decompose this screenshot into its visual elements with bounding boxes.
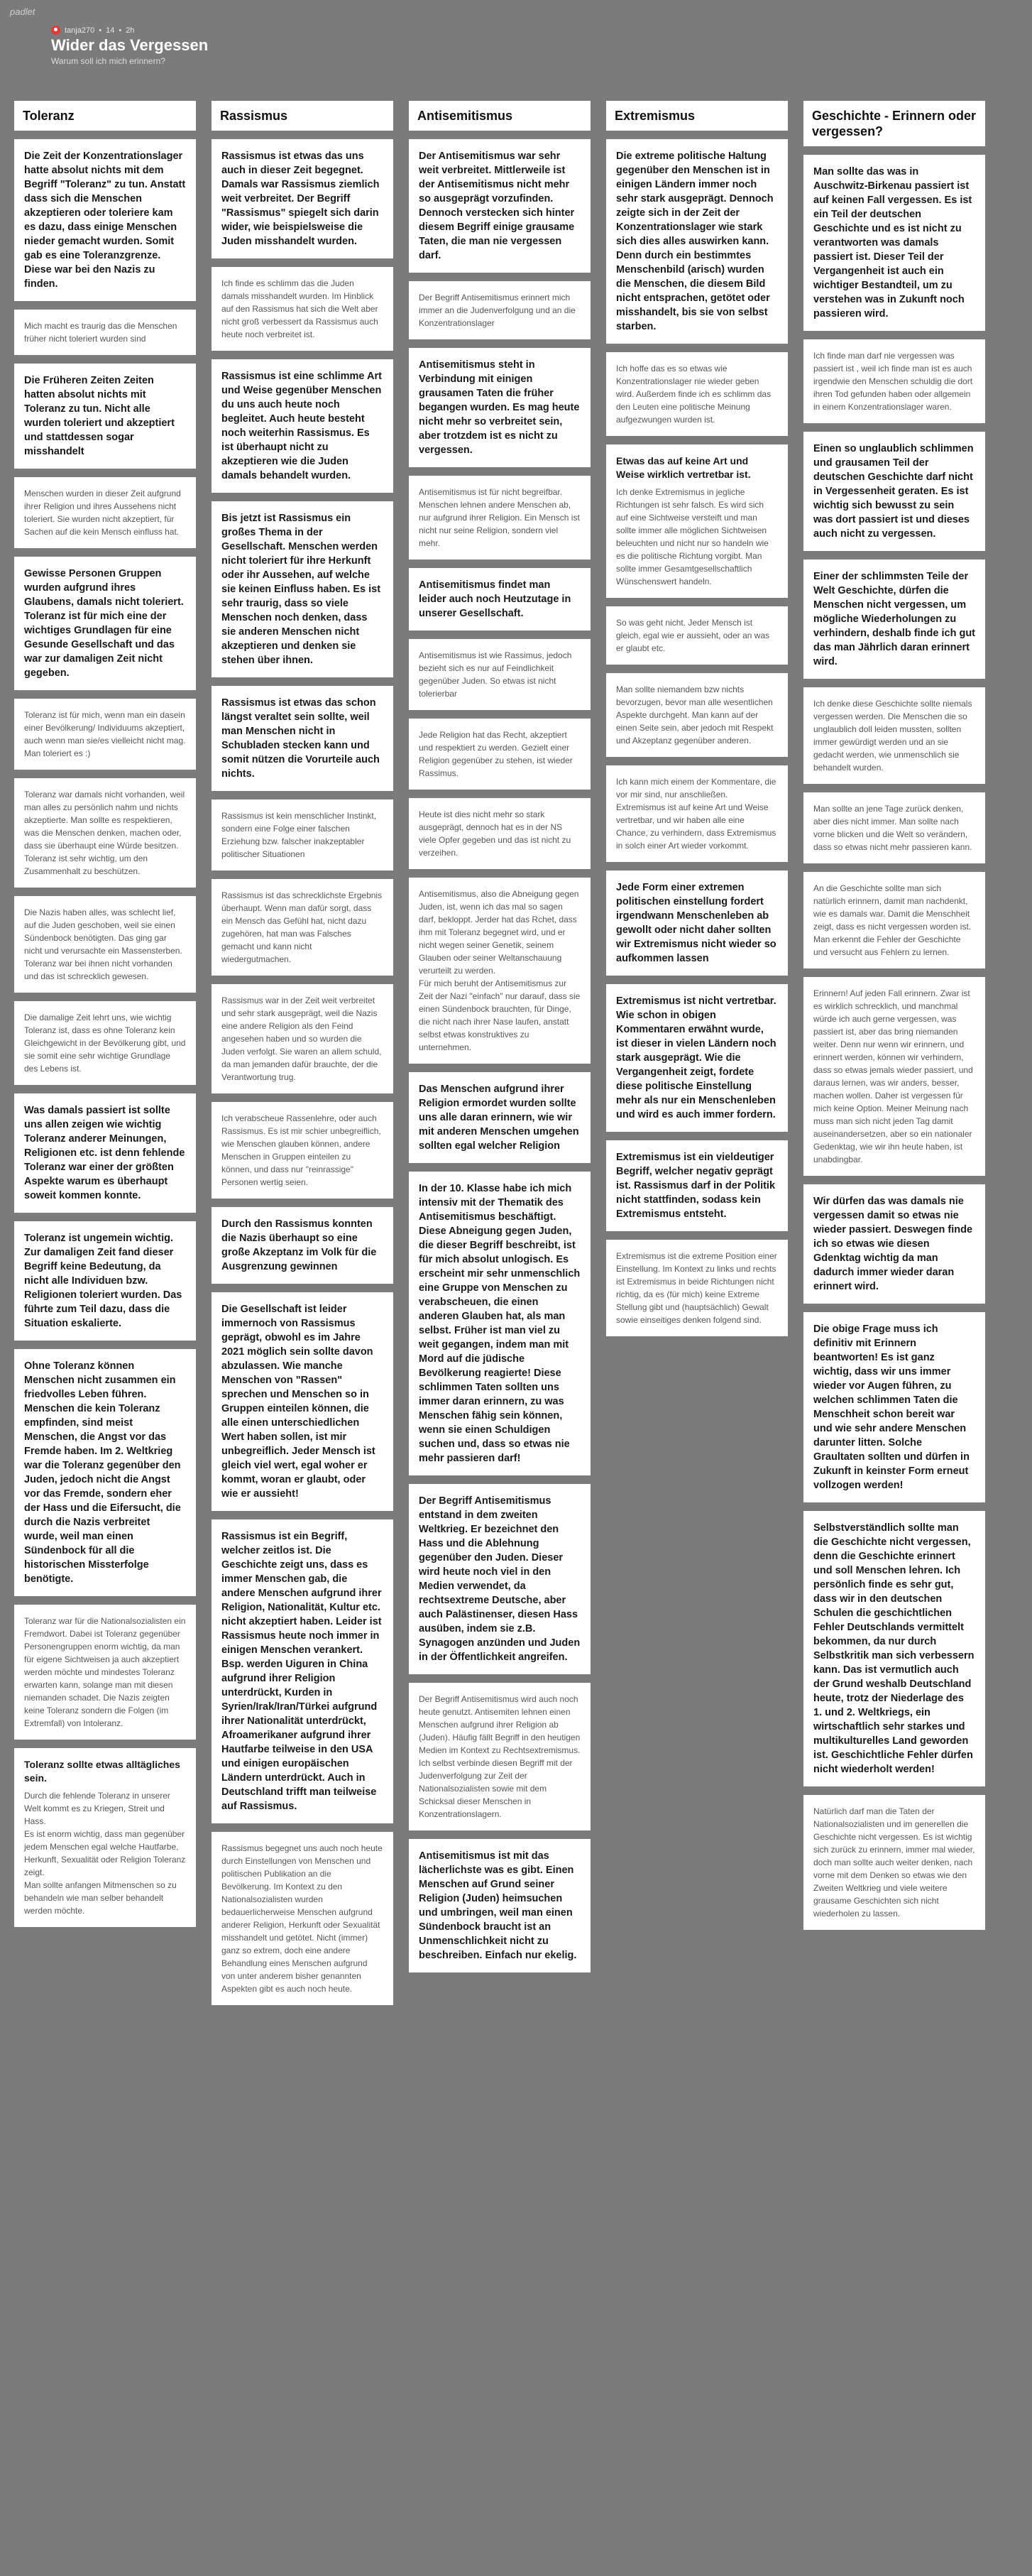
post-body: Die Zeit der Konzentrationslager hatte absolut nichts mit dem Begriff "Toleranz" zu tun. Anstatt dass sich die Menschen akzeptieren oder toleriere kam es dazu, dass einige Menschen nieder gemacht wurden. Somit gab es eine Toleranzgrenze. Diese war bei den Nazis zu finden. bbox=[24, 151, 186, 290]
post-card[interactable] bbox=[212, 501, 393, 677]
post-card[interactable] bbox=[606, 1240, 788, 1336]
post-card[interactable] bbox=[803, 977, 985, 1176]
post-card[interactable] bbox=[14, 699, 196, 770]
post-card[interactable] bbox=[606, 352, 788, 436]
post-body: Einen so unglaublich schlimmen und grausamen Teil der deutschen Geschichte darf nicht in Vergessenheit geraten. Es ist wichtig sich bewusst zu sein was dort passiert ist und dieses auch nicht zu vergessen. bbox=[813, 443, 974, 540]
post-card[interactable] bbox=[212, 1102, 393, 1199]
post-body: Rassismus begegnet uns auch noch heute durch Einstellungen von Menschen und politischen Publikation an die Bevölkerung. Im Kontext zu den Nationalsozialisten wurden bedauerlicherweise Menschen aufgrund anderer Religion, Herkunft oder Sexualität misshandelt und getötet. Nicht (immer) ganz so extrem, doch eine andere Behandlung eines Menschen aufgrund von unter anderem bisher genannten Aspekten gibt es auch noch heute. bbox=[221, 1843, 383, 1994]
post-body: Die extreme politische Haltung gegenüber den Menschen ist in einigen Ländern immer noch sehr stark ausgeprägt. Dennoch zeigte sich in der Zeit der Konzentrationslager wie stark sich dies alles auswirken kann. Denn durch ein bestimmtes Menschenbild (arisch) wurden die Menschen, die diesem Bild nicht entsprachen, getötet oder misshandelt, bis sie von selbst starben. bbox=[616, 151, 774, 332]
post-card[interactable] bbox=[409, 1172, 591, 1475]
post-body: Ich verabscheue Rassenlehre, oder auch Rassismus. Es ist mir schier unbegreiflich, wie Menschen glauben können, andere Menschen in Gruppen einteilen zu können, und dass nur "reinrassige" Personen wertig seien. bbox=[221, 1113, 381, 1187]
post-card[interactable] bbox=[14, 896, 196, 993]
post-heading: Etwas das auf keine Art und Weise wirklich vertretbar ist. bbox=[616, 455, 751, 480]
column bbox=[14, 101, 196, 1936]
post-body: Man sollte niemandem bzw nichts bevorzugen, bevor man alle wesentlichen Aspekte durchgeht. Man kann auf der einen Seite sein, aber jedoch mit Respekt und Akzeptanz gegenüber anderen. bbox=[616, 684, 774, 746]
post-card[interactable] bbox=[803, 1312, 985, 1502]
post-body: Die Früheren Zeiten Zeiten hatten absolut nichts mit Toleranz zu tun. Nicht alle wurden toleriert und akzeptiert und stattdessen sogar misshandelt bbox=[24, 375, 175, 457]
post-body: Ich denke diese Geschichte sollte niemals vergessen werden. Die Menschen die so unglaublich doll leiden mussten, sollten immer gewürdigt werden und an sie gedacht werden, wie unmenschlich sie behandelt wurden. bbox=[813, 699, 972, 773]
post-body: Erinnern! Auf jeden Fall erinnern. Zwar ist es wirklich schrecklich, und manchmal würde ich auch gerne vergessen, was passiert ist, aber das bring niemanden weiter. Denn nur wenn wir erinnern, und erinnert werden, können wir verhindern, dass so etwas jemals wieder passiert, und daraus lernen, was wir anders, besser, machen wollen. Daher ist vergessen für mich keine Option. Meiner Meinung nach muss man sich nicht jeden Tag damit auseinandersetzen, aber so ein nationaler Gedenktag, wie wir ihn heute haben, ist unabdingbar. bbox=[813, 988, 973, 1164]
post-body: Rassismus ist eine schlimme Art und Weise gegenüber Menschen du uns auch heute noch begleitet. Auch heute besteht noch weiterhin Rassismus. Es ist überhaupt nicht zu akzeptieren wie die Juden damals behandelt wurden. bbox=[221, 371, 382, 481]
post-card[interactable] bbox=[606, 984, 788, 1132]
post-body: Der Begriff Antisemitismus entstand in dem zweiten Weltkrieg. Er bezeichnet den Hass und die Ablehnung gegenüber den Juden. Dieser wird heute noch viel in den Medien verwendet, da rechtsextreme Deutsche, aber auch Palästinenser, diesen Hass ausüben, indem sie z.B. Synagogen anzünden und Juden in der Öffentlichkeit angreifen. bbox=[419, 1495, 581, 1663]
post-card[interactable] bbox=[212, 1832, 393, 2005]
board-age: 2h bbox=[126, 26, 135, 35]
post-card[interactable] bbox=[212, 139, 393, 258]
post-card[interactable] bbox=[212, 686, 393, 791]
post-body: So was geht nicht. Jeder Mensch ist gleich, egal wie er aussieht, oder an was er glaubt etc. bbox=[616, 618, 770, 653]
post-card[interactable] bbox=[606, 606, 788, 665]
post-body: Wir dürfen das was damals nie vergessen damit so etwas nie wieder passiert. Deswegen finde ich so etwas wie diesen Gdenktag wichtig da man dadurch immer wieder daran erinnert wird. bbox=[813, 1196, 973, 1292]
post-body: Der Begriff Antisemitismus wird auch noch heute genutzt. Antisemiten lehnen einen Menschen aufgrund ihrer Religion ab (Juden). Häufig fällt Begriff in den heutigen Medien im Kontext zu Rechtsextremismus. Ich selbst verbinde diesen Begriff mit der Judenverfolgung zur Zeit der Nationalsozialisten sowie mit dem Schicksal dieser Menschen in Konzentrationslagern. bbox=[419, 1694, 581, 1819]
column-title[interactable]: Antisemitismus bbox=[409, 101, 591, 131]
post-card[interactable] bbox=[803, 1795, 985, 1930]
avatar[interactable] bbox=[51, 26, 60, 35]
post-card[interactable] bbox=[212, 984, 393, 1093]
page-subtitle: Warum soll ich mich erinnern? bbox=[51, 56, 165, 66]
post-body: Durch den Rassismus konnten die Nazis überhaupt so eine große Akzeptanz im Volk für die Ausgrenzung gewinnen bbox=[221, 1218, 377, 1272]
post-card[interactable] bbox=[14, 364, 196, 469]
post-body: Antisemitismus ist mit das lächerlichste was es gibt. Einen Menschen auf Grund seiner Religion (Juden) heimsuchen und umbringen, weil man einen Sündenbock braucht ist an Unmenschlichkeit nicht zu beschreiben. Einfach nur ekelig. bbox=[419, 1850, 577, 1961]
post-body: Menschen wurden in dieser Zeit aufgrund ihrer Religion und ihres Aussehens nicht toleriert. Sie wurden nicht akzeptiert, für Sachen auf die kein Mensch einfluss hat. bbox=[24, 489, 181, 537]
post-body: Rassismus ist ein Begriff, welcher zeitlos ist. Die Geschichte zeigt uns, dass es immer Menschen gab, die andere Menschen aufgrund ihrer Religion, Nationalität, Kultur etc. nicht akzeptiert haben. Leider ist Rassismus heute noch immer in einigen Menschen verankert. Bsp. werden Uiguren in China aufgrund ihrer Religion unterdrückt, Kurden in Syrien/Irak/Iran/Türkei aufgrund ihrer Nationalität unterdrückt, Afroamerikaner aufgrund ihrer Hautfarbe teilweise in den USA und einigen europäischen Ländern unterdrückt. Auch in Deutschland trifft man teilweise auf Rassismus. bbox=[221, 1531, 382, 1812]
post-card[interactable] bbox=[14, 139, 196, 301]
post-body: Toleranz war damals nicht vorhanden, weil man alles zu persönlich nahm und nichts akzeptierte. Man sollte es respektieren, was die Menschen denken, machen oder, dass sie überhaupt eine Würde besitzen. Toleranz ist sehr wichtig, um den Zusammenhalt zu beschützen. bbox=[24, 790, 185, 876]
post-body: Extremismus ist nicht vertretbar. Wie schon in obigen Kommentaren erwähnt wurde, ist dieser in vielen Ländern noch stark ausgeprägt. Wie die Vergangenheit zeigt, fordete diese politische Einstellung mehr als nur ein Menschenleben und wird es auch immer fordern. bbox=[616, 995, 776, 1120]
post-body: Ich hoffe das es so etwas wie Konzentrationslager nie wieder geben wird. Außerdem finde ich es schlimm das den Leuten eine politische Meinung aufgezwungen wurden ist. bbox=[616, 364, 772, 425]
post-body: An die Geschichte sollte man sich natürlich erinnern, damit man nachdenkt, wie es damals war. Damit die Menschheit zeigt, dass es nicht vergessen worden ist. Man erkennt die Fehler der Geschichte und versucht aus Fehlern zu lernen. bbox=[813, 883, 972, 957]
post-body: Rassismus ist kein menschlicher Instinkt, sondern eine Folge einer falschen Erziehung bzw. falscher inakzeptabler politischer Situationen bbox=[221, 811, 377, 859]
post-card[interactable] bbox=[14, 1349, 196, 1596]
post-body: Was damals passiert ist sollte uns allen zeigen wie wichtig Toleranz anderer Meinungen, Religionen etc. ist denn fehlende Toleranz war einer der größten Aspekte warum es überhaupt soweit kommen konnte. bbox=[24, 1105, 185, 1201]
post-heading: Toleranz sollte etwas alltägliches sein. bbox=[24, 1759, 180, 1784]
post-body: Selbstverständlich sollte man die Geschichte nicht vergessen, denn die Geschichte erinnert und soll Menschen lehren. Ich persönlich finde es sehr gut, dass wir in den deutschen Schulen die geschichtlichen Fehler Deutschlands vermittelt bekommen, da nur durch Selbstkritik man sich verbessern kann. Das ist vermutlich auch der Grund weshalb Deutschland heute, trotz der Niederlage des 1. und 2. Weltkriegs, ein wirtschaftlich sehr starkes und multikulturelles Land geworden ist. Geschichtliche Fehler dürfen nicht wiederholt werden! bbox=[813, 1522, 975, 1775]
post-card[interactable] bbox=[606, 1140, 788, 1231]
post-card[interactable] bbox=[409, 878, 591, 1064]
post-body: Einer der schlimmsten Teile der Welt Geschichte, dürfen die Menschen nicht vergessen, um mögliche Wiederholungen zu verhindern, deshalb finde ich gut das man Jährlich daran erinnert wird. bbox=[813, 571, 975, 667]
post-card[interactable] bbox=[409, 1484, 591, 1674]
post-card[interactable] bbox=[606, 444, 788, 598]
post-card[interactable] bbox=[606, 871, 788, 976]
post-body: Der Begriff Antisemitismus erinnert mich immer an die Judenverfolgung und an die Konzentrationslager bbox=[419, 293, 576, 328]
post-body: Das Menschen aufgrund ihrer Religion ermordet wurden sollte uns alle daran erinnern, wie wir mit anderen Menschen umgehen sollten egal welcher Religion bbox=[419, 1084, 579, 1152]
post-body: Extremismus ist ein vieldeutiger Begriff, welcher negativ geprägt ist. Rassismus darf in der Politik nicht stattfinden, sodass kein Extremismus entsteht. bbox=[616, 1152, 776, 1220]
post-body: Ich kann mich einem der Kommentare, die vor mir sind, nur anschließen. Extremismus ist auf keine Art und Weise vertretbar, und wir haben alle eine Chance, zu verhindern, dass Extremismus in solch einer Art wieder vorkommt. bbox=[616, 777, 776, 851]
post-card[interactable] bbox=[409, 476, 591, 560]
post-body: In der 10. Klasse habe ich mich intensiv mit der Thematik des Antisemitismus beschäftigt. Diese Abneigung gegen Juden, die dieser Begriff beschreibt, ist für mich absolut unlogisch. Es erscheint mir sehr unmenschlich eine Gruppe von Menschen zu verabscheuen, die einen anderen Glauben hat, als man selbst. Früher ist man viel zu weit gegangen, indem man mit Mord auf die jüdische Bevölkerung reagierte! Diese schlimmen Taten sollten uns immer daran erinnern, zu was Menschen fähig sein können, wenn sie einen Schuldigen suchen und, dass so etwas nie mehr passieren darf! bbox=[419, 1183, 581, 1464]
post-card[interactable] bbox=[212, 1292, 393, 1511]
post-card[interactable] bbox=[803, 1184, 985, 1304]
post-card[interactable] bbox=[409, 639, 591, 710]
post-body: Ich denke Extremismus in jegliche Richtungen ist sehr falsch. Es wird sich auf eine Sichtweise versteift und man sollte immer alle möglichen Sichtweisen beleuchten und nicht nur so handeln wie es die politische Richtung vorgibt. Man sollte immer Gesamtgesellschaftlich Wünschenswert handeln. bbox=[616, 487, 769, 586]
post-card[interactable] bbox=[212, 1207, 393, 1284]
column bbox=[606, 101, 788, 1345]
post-card[interactable] bbox=[409, 798, 591, 869]
post-card[interactable] bbox=[803, 155, 985, 331]
post-card[interactable] bbox=[212, 267, 393, 351]
post-card[interactable] bbox=[212, 799, 393, 871]
author-name[interactable]: tanja270 bbox=[65, 26, 95, 35]
post-card[interactable] bbox=[14, 1093, 196, 1213]
column bbox=[212, 101, 393, 2014]
post-card[interactable] bbox=[409, 1683, 591, 1830]
post-body: Durch die fehlende Toleranz in unserer Welt kommt es zu Kriegen, Streit und Hass. Es ist enorm wichtig, dass man gegenüber jedem Menschen egal welche Hautfarbe, Herkunft, Sexualität oder Religion Toleranz zeigt. Man sollte anfangen Mitmenschen so zu behandeln wie man selber behandelt werden möchte. bbox=[24, 1791, 186, 1916]
post-body: Antisemitismus, also die Abneigung gegen Juden, ist, wenn ich das mal so sagen darf, bekloppt. Jerder hat das Rchet, dass ihm mit Toleranz begegnet wird, und er nicht wegen seiner Genetik, seinem Glauben oder seiner Weltanschauung verurteilt zu werden. Für mich beruht der Antisemitismus zur Zeit der Nazi "einfach" nur darauf, dass sie einen Sündenbock brauchten, für Dinge, die nicht nach ihrer Nase laufen, anstatt selbst etwas konstruktives zu unternehmen. bbox=[419, 889, 581, 1052]
post-body: Antisemitismus ist wie Rassimus, jedoch bezieht sich es nur auf Feindlichkeit gegenüber Juden. So etwas ist nicht tolerierbar bbox=[419, 650, 572, 699]
post-card[interactable] bbox=[14, 1748, 196, 1927]
post-card[interactable] bbox=[409, 719, 591, 790]
post-body: Der Antisemitismus war sehr weit verbreitet. Mittlerweile ist der Antisemitismus nicht mehr so ausgeprägt vorzufinden. Dennoch verstecken sich hinter diesem Begriff einige grausame Taten, die man nie vergessen darf. bbox=[419, 151, 575, 261]
post-card[interactable] bbox=[14, 477, 196, 548]
meta-separator: • bbox=[99, 26, 102, 35]
meta-separator: • bbox=[119, 26, 122, 35]
post-body: Ich finde man darf nie vergessen was passiert ist , weil ich finde man ist es auch irgendwie den Menschen schuldig die dort ihren Tod gefunden haben oder allgemein in einem Konzentrationslager waren. bbox=[813, 351, 973, 412]
post-card[interactable] bbox=[14, 1001, 196, 1085]
post-card[interactable] bbox=[803, 792, 985, 863]
post-card[interactable] bbox=[409, 1072, 591, 1163]
column-title[interactable]: Rassismus bbox=[212, 101, 393, 131]
post-card[interactable] bbox=[606, 139, 788, 344]
post-card[interactable] bbox=[14, 310, 196, 355]
post-card[interactable] bbox=[409, 568, 591, 631]
column bbox=[803, 101, 985, 1938]
top-bar bbox=[0, 0, 1032, 21]
post-card[interactable] bbox=[212, 1519, 393, 1823]
post-card[interactable] bbox=[409, 1839, 591, 1972]
post-card[interactable] bbox=[212, 879, 393, 976]
post-card[interactable] bbox=[803, 872, 985, 968]
post-card[interactable] bbox=[212, 359, 393, 493]
post-card[interactable] bbox=[409, 281, 591, 339]
page-title: Wider das Vergessen bbox=[51, 36, 209, 54]
post-card[interactable] bbox=[14, 557, 196, 690]
post-card[interactable] bbox=[409, 348, 591, 467]
post-body: Rassismus war in der Zeit weit verbreitet und sehr stark ausgeprägt, weil die Nazis eine andere Religion als den Feind angesehen haben und so wurden die Juden verfolgt. Sie waren an allem schuld, da man jemanden dafür brauchte, der die Verantwortung trug. bbox=[221, 995, 382, 1082]
post-body: Heute ist dies nicht mehr so stark ausgeprägt, dennoch hat es in der NS viele Opfer gegeben und das ist nicht zu verzeihen. bbox=[419, 809, 571, 858]
post-body: Rassismus ist etwas das uns auch in dieser Zeit begegnet. Damals war Rassismus ziemlich weit verbreitet. Der Begriff "Rassismus" spiegelt sich darin wider, wie beispielsweise die Juden misshandelt wurden. bbox=[221, 151, 380, 247]
post-card[interactable] bbox=[606, 765, 788, 862]
post-card[interactable] bbox=[14, 778, 196, 888]
post-body: Extremismus ist die extreme Position einer Einstellung. Im Kontext zu links und rechts ist Extremismus in beide Richtungen nicht richtig, da es (für mich) keine Extreme Stellung gibt und (hauptsächlich) Gewalt sowie einseitiges denken folgend sind. bbox=[616, 1251, 777, 1325]
post-body: Antisemitismus ist für nicht begreifbar. Menschen lehnen andere Menschen ab, nur aufgrund ihrer Religion. Ein Mensch ist nicht nur seine Religion, sondern viel mehr. bbox=[419, 487, 580, 548]
column-title[interactable]: Geschichte - Erinnern oder vergessen? bbox=[803, 101, 985, 146]
post-body: Toleranz ist für mich, wenn man ein dasein einer Bevölkerung/ Individuums akzeptiert, auch wenn man sie/es vielleicht nicht mag. Man toleriert es :) bbox=[24, 710, 186, 758]
post-body: Rassismus ist das schrecklichste Ergebnis überhaupt. Wenn man dafür sorgt, dass ein Mensch das Gefühl hat, nicht dazu zugehören, hat man was Falsches gemacht und kann nicht wiedergutmachen. bbox=[221, 890, 383, 964]
post-body: Die Gesellschaft ist leider immernoch von Rassismus geprägt, obwohl es im Jahre 2021 möglich sein sollte davon abzulassen. Wie manche Menschen von "Rassen" sprechen und Menschen so in Gruppen einteilen können, die alle einen unterschiedlichen Wert haben sollen, ist mir unbegreiflich. Jeder Mensch ist gleich viel wert, egal woher er kommt, woran er glaubt, oder wie er aussieht! bbox=[221, 1304, 375, 1500]
post-body: Antisemitismus findet man leider auch noch Heutzutage in unserer Gesellschaft. bbox=[419, 579, 571, 619]
post-body: Natürlich darf man die Taten der Nationalsozialisten und im generellen die Geschichte nicht vergessen. Es ist wichtig sich zurück zu erinnern, immer mal wieder, doch man sollte auch weiter denken, nach vorne mit dem Denken so etwas wie den Zweiten Weltkrieg und viele weitere grausame Geschichten sich nicht wiederholen zu lassen. bbox=[813, 1806, 975, 1919]
board-meta bbox=[51, 26, 1032, 35]
post-card[interactable] bbox=[803, 1511, 985, 1786]
post-body: Toleranz war für die Nationalsozialisten ein Fremdwort. Dabei ist Toleranz gegenüber Personengruppen enorm wichtig, da man für eigene Sichtweisen ja auch akzeptiert werden möchte und mindestes Toleranz erwarten kann, solange man mit diesen niemanden schadet. Die Nazis zeigten keine Toleranz sondern die Folgen (im Extremfall) von Intoleranz. bbox=[24, 1616, 186, 1728]
column bbox=[409, 101, 591, 1981]
post-card[interactable] bbox=[803, 560, 985, 679]
post-card[interactable] bbox=[803, 339, 985, 423]
board-header bbox=[0, 21, 1032, 81]
post-body: Mich macht es traurig das die Menschen früher nicht toleriert wurden sind bbox=[24, 321, 177, 344]
post-body: Gewisse Personen Gruppen wurden aufgrund ihres Glaubens, damals nicht toleriert. Toleranz ist für mich eine der wichtiges Grundlagen für eine Gesunde Gesellschaft und das war zur damaligen Zeit nicht gegeben. bbox=[24, 568, 184, 679]
column-title[interactable]: Toleranz bbox=[14, 101, 196, 131]
post-body: Rassismus ist etwas das schon längst veraltet sein sollte, weil man Menschen nicht in Schubladen stecken kann und somit nützen die Vorurteile auch nichts. bbox=[221, 697, 380, 780]
post-body: Jede Religion hat das Recht, akzeptiert und respektiert zu werden. Gezielt einer Religion gegenüber zu stehen, ist wieder Rassimus. bbox=[419, 730, 573, 778]
post-body: Toleranz ist ungemein wichtig. Zur damaligen Zeit fand dieser Begriff keine Bedeutung, da nicht alle Individuen bzw. Religionen toleriert wurden. Das führte zum Teil dazu, dass die Situation eskalierte. bbox=[24, 1233, 182, 1329]
post-card[interactable] bbox=[803, 687, 985, 784]
post-card[interactable] bbox=[409, 139, 591, 273]
post-body: Bis jetzt ist Rassismus ein großes Thema in der Gesellschaft. Menschen werden nicht toleriert für ihre Herkunft oder ihr Aussehen, auf welche sie keinen Einfluss haben. Es ist sehr traurig, dass so viele Menschen noch denken, dass sie anderen Menschen nicht akzeptieren und denken sie stehen über ihnen. bbox=[221, 513, 381, 666]
post-body: Ohne Toleranz können Menschen nicht zusammen ein friedvolles Leben führen. Menschen die kein Toleranz empfinden, sind meist Menschen, die Angst vor das Fremde haben. Im 2. Weltkrieg war die Toleranz gegenüber den Juden, jedoch nicht die Angst vor das Fremde, sondern eher der Hass und die Eifersucht, die durch die Nazis verbreitet wurde, weil man einen Sündenbock für all die historischen Missterfolge benötigte. bbox=[24, 1360, 181, 1585]
post-card[interactable] bbox=[14, 1221, 196, 1341]
post-body: Ich finde es schlimm das die Juden damals misshandelt wurden. Im Hinblick auf den Rassismus hat sich die Welt aber nicht groß verbessert da Rassismus auch heute noch verbreitet ist. bbox=[221, 278, 378, 339]
padlet-logo[interactable]: padlet bbox=[10, 6, 35, 17]
post-body: Jede Form einer extremen politischen einstellung fordert irgendwann Menschenleben ab gewollt oder nicht daher sollten wir Extremismus nicht wieder so aufkommen lassen bbox=[616, 882, 776, 964]
post-body: Man sollte an jene Tage zurück denken, aber dies nicht immer. Man sollte nach vorne blicken und die Welt so verändern, dass so etwas nicht mehr passieren kann. bbox=[813, 804, 972, 852]
column-title[interactable]: Extremismus bbox=[606, 101, 788, 131]
post-count: 14 bbox=[106, 26, 115, 35]
post-body: Die obige Frage muss ich definitiv mit Erinnern beantworten! Es ist ganz wichtig, dass wir uns immer wieder vor Augen führen, zu welchen schlimmen Taten die Menschheit schon bereit war und wie sehr andere Menschen darunter litten. Solche Graultaten sollten und dürfen in Zukunft in keinster Form erneut vollzogen werden! bbox=[813, 1324, 970, 1491]
board-columns bbox=[0, 101, 1032, 2576]
post-card[interactable] bbox=[14, 1605, 196, 1740]
post-card[interactable] bbox=[606, 673, 788, 757]
post-card[interactable] bbox=[803, 432, 985, 551]
post-body: Antisemitismus steht in Verbindung mit einigen grausamen Taten die früher begangen wurden. Es mag heute nicht mehr so verbreitet sein, aber trotzdem ist es nicht zu vergessen. bbox=[419, 359, 580, 456]
post-body: Die Nazis haben alles, was schlecht lief, auf die Juden geschoben, weil sie einen Sündenbock benötigten. Das ging gar nicht und verursachte ein Massensterben. Toleranz war bei ihnen nicht vorhanden und das ist schrecklich gewesen. bbox=[24, 907, 182, 981]
post-body: Man sollte das was in Auschwitz-Birkenau passiert ist auf keinen Fall vergessen. Es ist ein Teil der deutschen Geschichte und es ist nicht zu verantworten was damals passiert ist. Dieser Teil der Vergangenheit ist auch ein wichtiger Bestandteil, um zu verstehen was in Zukunft noch passieren wird. bbox=[813, 166, 972, 320]
post-body: Die damalige Zeit lehrt uns, wie wichtig Toleranz ist, dass es ohne Toleranz kein Gleichgewicht in der Bevölkerung gibt, und sie somit eine sehr wichtige Grundlage des Lebens ist. bbox=[24, 1013, 186, 1074]
